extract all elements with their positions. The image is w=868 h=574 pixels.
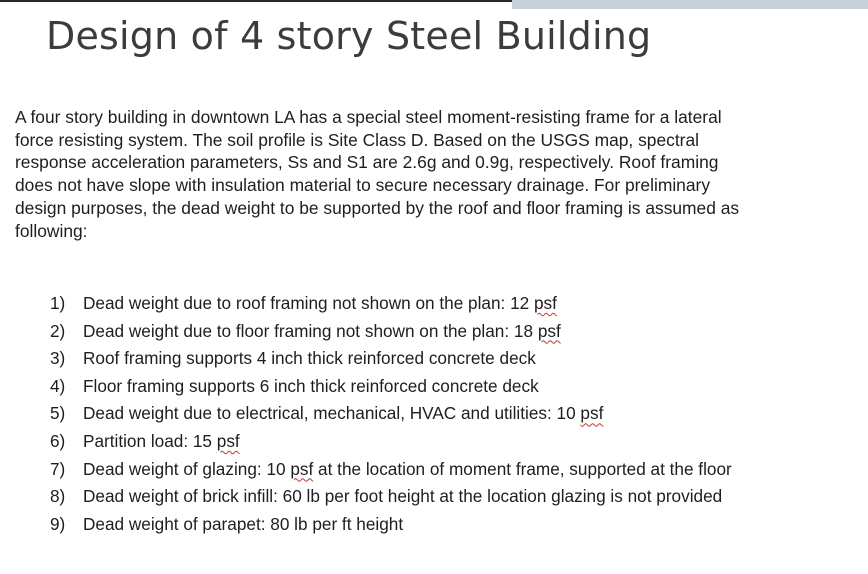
list-item xyxy=(50,373,865,401)
list-item-number: 7) xyxy=(50,458,66,479)
list-item-text: Dead weight due to electrical, mechanical, HVAC and utilities: 10 xyxy=(83,403,581,424)
intro-line: A four story building in downtown LA has a special steel moment-resisting frame for a lateral xyxy=(15,107,722,127)
list-item-text: Dead weight of brick infill: 60 lb per foot height at the location glazing is not provided xyxy=(83,486,723,507)
list-item-number: 4) xyxy=(50,375,66,396)
list-item-text: Floor framing supports 6 inch thick reinforced concrete deck xyxy=(83,375,539,396)
list-item-number: 9) xyxy=(50,513,66,534)
list-item-text: Dead weight of parapet: 80 lb per ft height xyxy=(83,513,404,534)
intro-paragraph xyxy=(15,106,865,242)
spellcheck-word: psf xyxy=(290,458,314,479)
dead-load-list xyxy=(50,290,865,538)
spellcheck-word: psf xyxy=(580,403,604,424)
list-item-text: Dead weight due to roof framing not shown on the plan: 12 xyxy=(83,293,534,313)
spellcheck-word: psf xyxy=(216,430,240,451)
list-item-number: 2) xyxy=(50,320,66,341)
list-item xyxy=(50,456,865,484)
list-item-number: 5) xyxy=(50,403,66,424)
list-item-text: Roof framing supports 4 inch thick reinforced concrete deck xyxy=(83,348,536,369)
list-item xyxy=(50,345,865,373)
intro-line: design purposes, the dead weight to be supported by the roof and floor framing is assumed as xyxy=(15,197,740,218)
list-item-text: Dead weight of glazing: 10 xyxy=(83,458,291,479)
spellcheck-word: psf xyxy=(537,320,561,341)
list-item-number: 1) xyxy=(50,293,66,313)
list-item-text: Dead weight due to floor framing not shown on the plan: 18 xyxy=(83,320,538,341)
list-item-number: 6) xyxy=(50,430,66,451)
intro-line: does not have slope with insulation material to secure necessary drainage. For preliminary xyxy=(15,175,711,196)
list-item xyxy=(50,318,865,346)
intro-line: response acceleration parameters, Ss and S1 are 2.6g and 0.9g, respectively. Roof framing xyxy=(15,152,719,173)
list-item-text: Partition load: 15 xyxy=(83,430,217,451)
list-item xyxy=(50,483,865,511)
list-item-number: 8) xyxy=(50,486,66,507)
list-item xyxy=(50,290,865,318)
page-title: Design of 4 story Steel Building xyxy=(46,14,652,58)
intro-line: force resisting system. The soil profile is Site Class D. Based on the USGS map, spectral xyxy=(15,129,699,150)
list-item xyxy=(50,511,865,539)
list-item-number: 3) xyxy=(50,348,66,369)
top-accent-band xyxy=(512,0,868,9)
intro-line: following: xyxy=(15,220,88,241)
list-item xyxy=(50,428,865,456)
list-item xyxy=(50,400,865,428)
list-item-text-tail: at the location of moment frame, supported at the floor xyxy=(313,458,732,479)
spellcheck-word: psf xyxy=(534,293,557,313)
